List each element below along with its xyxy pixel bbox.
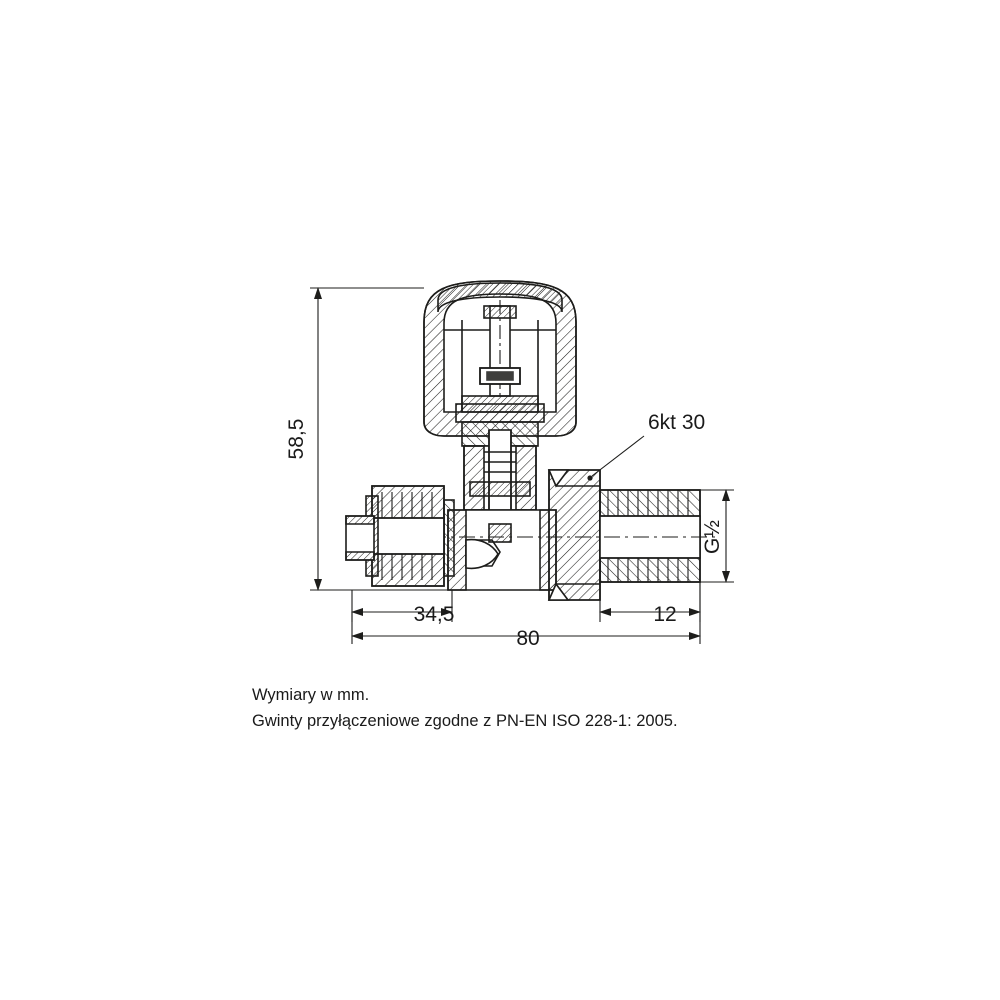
left-compression-fitting-group <box>346 486 454 586</box>
dimension-label-height: 58,5 <box>285 418 308 460</box>
dimension-label-left-connection: 34,5 <box>413 603 455 626</box>
hex-nut-group <box>549 470 600 600</box>
valve-assembly-geometry <box>346 281 716 600</box>
callout-label-thread-size: G½ <box>701 520 724 554</box>
dimension-label-right-thread: 12 <box>653 603 677 626</box>
dimension-label-overall-length: 80 <box>516 627 540 650</box>
callout-label-hex-size: 6kt 30 <box>648 411 706 434</box>
note-units: Wymiary w mm. <box>252 686 370 704</box>
note-thread-standard: Gwinty przyłączeniowe zgodne z PN-EN ISO 228-1: 2005. <box>252 712 678 730</box>
valve-body-group <box>448 510 556 590</box>
notes-block <box>252 682 852 734</box>
